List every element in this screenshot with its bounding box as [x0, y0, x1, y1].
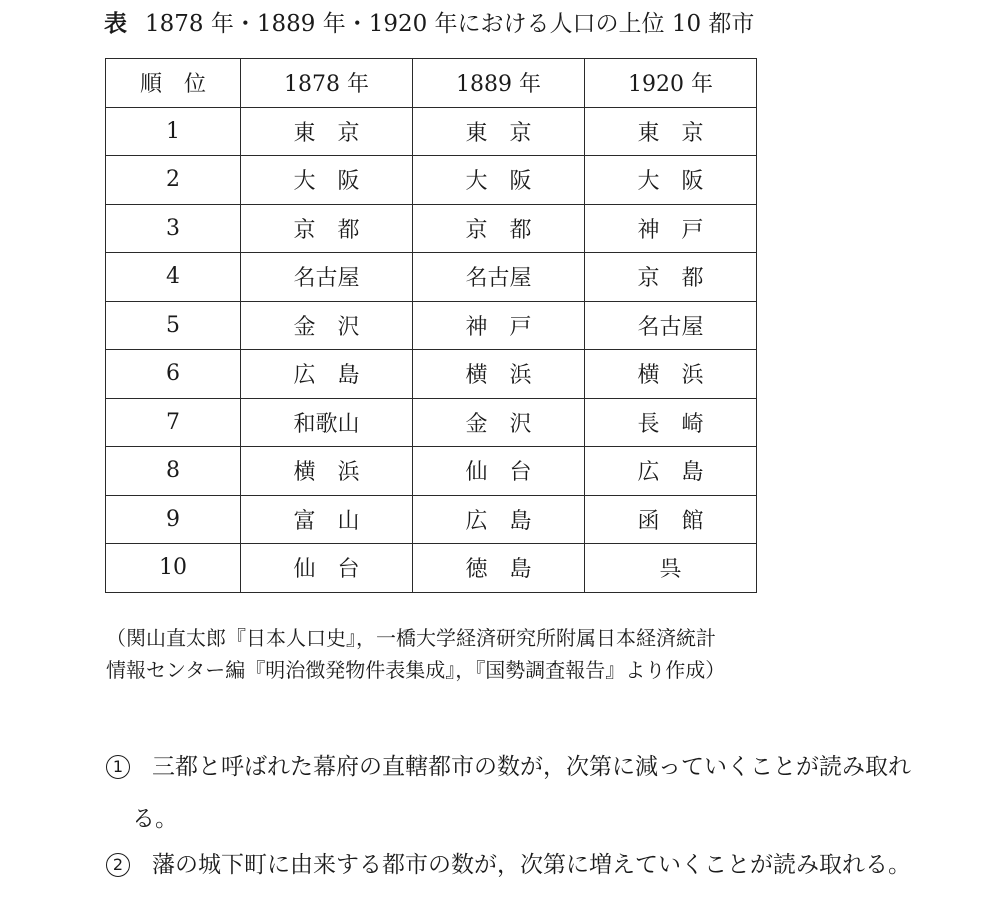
source-line-2: 情報センター編『明治徴発物件表集成』，『国勢調査報告』より作成）: [106, 658, 726, 682]
caption-text: 1878 年・1889 年・1920 年における人口の上位 10 都市: [145, 11, 755, 37]
option-1-number: 1: [106, 755, 130, 779]
table-row: [106, 156, 757, 205]
table-row: [106, 495, 757, 544]
rank-cell: 9: [106, 495, 241, 544]
city-1920-cell: 大 阪: [585, 156, 757, 205]
table-body: [106, 107, 757, 592]
city-1878-cell: 京 都: [241, 204, 413, 253]
option-1-continuation: る。: [132, 806, 178, 832]
header-rank: 順 位: [106, 59, 241, 108]
city-1889-cell: 徳 島: [413, 544, 585, 593]
caption-label: 表: [104, 11, 127, 37]
city-1920-cell: 長 崎: [585, 398, 757, 447]
city-1878-cell: 東 京: [241, 107, 413, 156]
table-row: [106, 350, 757, 399]
rank-cell: 8: [106, 447, 241, 496]
header-1889: 1889 年: [413, 59, 585, 108]
city-1889-cell: 名古屋: [413, 253, 585, 302]
table-caption: [104, 8, 754, 40]
table-row: [106, 398, 757, 447]
source-note: [106, 622, 725, 686]
rank-cell: 7: [106, 398, 241, 447]
city-1878-cell: 富 山: [241, 495, 413, 544]
city-1920-cell: 東 京: [585, 107, 757, 156]
city-1878-cell: 大 阪: [241, 156, 413, 205]
city-1889-cell: 京 都: [413, 204, 585, 253]
option-2-number: 2: [106, 853, 130, 877]
header-1878: 1878 年: [241, 59, 413, 108]
city-1878-cell: 名古屋: [241, 253, 413, 302]
option-1: [106, 748, 911, 781]
option-2-text: 藩の城下町に由来する都市の数が，次第に増えていくことが読み取れる。: [152, 852, 911, 878]
city-1878-cell: 横 浜: [241, 447, 413, 496]
city-1878-cell: 広 島: [241, 350, 413, 399]
city-1889-cell: 横 浜: [413, 350, 585, 399]
city-1920-cell: 呉: [585, 544, 757, 593]
rank-cell: 5: [106, 301, 241, 350]
city-1920-cell: 京 都: [585, 253, 757, 302]
city-1920-cell: 横 浜: [585, 350, 757, 399]
rank-cell: 6: [106, 350, 241, 399]
table-row: [106, 204, 757, 253]
city-1889-cell: 金 沢: [413, 398, 585, 447]
table-row: [106, 107, 757, 156]
city-1889-cell: 神 戸: [413, 301, 585, 350]
table-row: [106, 253, 757, 302]
city-1889-cell: 大 阪: [413, 156, 585, 205]
rank-cell: 4: [106, 253, 241, 302]
city-1889-cell: 東 京: [413, 107, 585, 156]
city-1878-cell: 仙 台: [241, 544, 413, 593]
city-1878-cell: 和歌山: [241, 398, 413, 447]
rank-cell: 10: [106, 544, 241, 593]
rank-cell: 2: [106, 156, 241, 205]
option-2: [106, 846, 911, 879]
header-1920: 1920 年: [585, 59, 757, 108]
city-1920-cell: 函 館: [585, 495, 757, 544]
rank-cell: 3: [106, 204, 241, 253]
city-1889-cell: 広 島: [413, 495, 585, 544]
option-1-text: 三都と呼ばれた幕府の直轄都市の数が，次第に減っていくことが読み取れ: [152, 754, 911, 780]
city-1920-cell: 名古屋: [585, 301, 757, 350]
rank-cell: 1: [106, 107, 241, 156]
city-1889-cell: 仙 台: [413, 447, 585, 496]
table-row: [106, 447, 757, 496]
source-line-1: （関山直太郎『日本人口史』，一橋大学経済研究所附属日本経済統計: [106, 626, 716, 650]
table-row: [106, 301, 757, 350]
table-row: [106, 544, 757, 593]
city-1878-cell: 金 沢: [241, 301, 413, 350]
city-1920-cell: 広 島: [585, 447, 757, 496]
city-ranking-table: [105, 58, 757, 593]
city-1920-cell: 神 戸: [585, 204, 757, 253]
table-header-row: [106, 59, 757, 108]
